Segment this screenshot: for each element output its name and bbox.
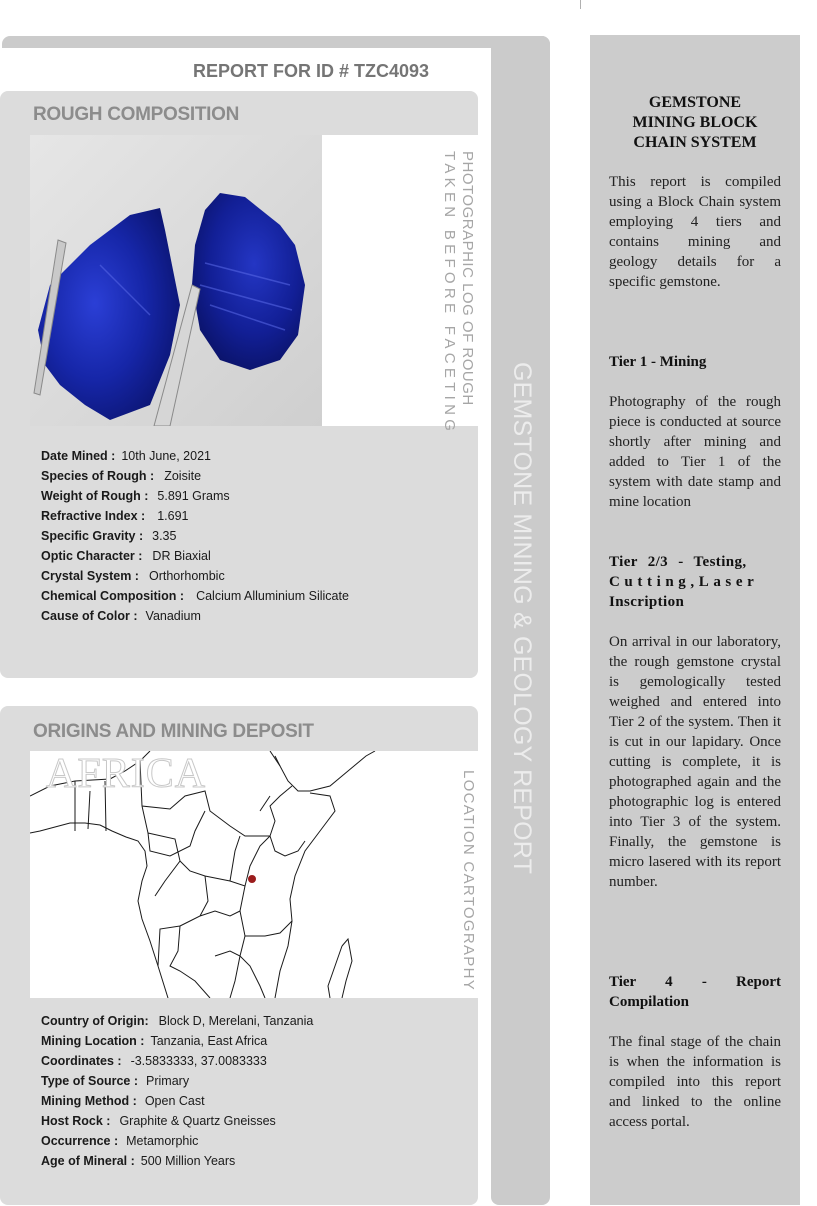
field-label: Species of Rough : — [41, 469, 155, 483]
sidebar-title-line: CHAIN SYSTEM — [633, 134, 757, 151]
field-label: Country of Origin: — [41, 1014, 149, 1028]
field-mining-method — [41, 1091, 313, 1111]
tier1-body: Photography of the rough piece is conducted at source shortly after mining and added to Tier 1 of the system with date stamp and mine location — [609, 394, 781, 510]
field-value: 1.691 — [157, 509, 189, 523]
origins-fields — [41, 1011, 313, 1171]
sidebar-title-line: MINING BLOCK — [632, 114, 758, 131]
tier4-heading: Tier 4 - Report Compilation — [609, 974, 781, 1010]
field-label: Mining Method : — [41, 1094, 137, 1108]
map-coastline-west — [30, 823, 168, 998]
field-value: 5.891 Grams — [157, 489, 230, 503]
report-frame-top — [2, 36, 550, 48]
field-weight — [41, 486, 349, 506]
field-species — [41, 466, 349, 486]
tier23-heading-line: Inscription — [609, 594, 685, 610]
rough-composition-panel — [0, 91, 478, 678]
field-value: 500 Million Years — [140, 1154, 236, 1168]
field-value: Block D, Merelani, Tanzania — [158, 1014, 314, 1028]
field-value: -3.5833333, 37.0083333 — [130, 1054, 267, 1068]
location-map — [30, 751, 478, 998]
field-mining-location — [41, 1031, 313, 1051]
field-value: DR Biaxial — [152, 549, 211, 563]
origins-title: ORIGINS AND MINING DEPOSIT — [33, 721, 314, 742]
sidebar-title-line: GEMSTONE — [648, 94, 742, 111]
rough-composition-fields — [41, 446, 349, 626]
field-crystal-system — [41, 566, 349, 586]
field-country-of-origin — [41, 1011, 313, 1031]
map-coastline-east — [270, 751, 375, 998]
field-value: Orthorhombic — [148, 569, 225, 583]
field-label: Optic Character : — [41, 549, 143, 563]
field-optic-character — [41, 546, 349, 566]
rough-photo-area — [30, 135, 478, 426]
field-value: Primary — [146, 1074, 190, 1088]
map-madagascar — [328, 939, 352, 998]
map-region-label: AFRICA — [46, 751, 207, 797]
tier1-heading: Tier 1 - Mining — [609, 354, 707, 370]
map-caption: LOCATION CARTOGRAPHY — [460, 770, 477, 992]
field-label: Age of Mineral : — [41, 1154, 135, 1168]
field-label: Crystal System : — [41, 569, 139, 583]
field-value: 10th June, 2021 — [121, 449, 211, 463]
field-value: Graphite & Quartz Gneisses — [119, 1114, 276, 1128]
crystal-right — [192, 193, 305, 370]
field-value: Open Cast — [144, 1094, 205, 1108]
field-cause-of-color — [41, 606, 349, 626]
field-specific-gravity — [41, 526, 349, 546]
field-value: Tanzania, East Africa — [150, 1034, 268, 1048]
field-coordinates — [41, 1051, 313, 1071]
field-chemical-composition — [41, 586, 349, 606]
sidebar-intro: This report is compiled using a Block Chain system employing 4 tiers and contains mining and geology details for a specific gemstone. — [609, 174, 781, 290]
field-date-mined — [41, 446, 349, 466]
field-value: 3.35 — [152, 529, 177, 543]
field-label: Occurrence : — [41, 1134, 119, 1148]
field-label: Coordinates : — [41, 1054, 122, 1068]
blockchain-info-sidebar — [590, 35, 800, 1205]
field-label: Host Rock : — [41, 1114, 111, 1128]
photo-caption — [440, 151, 476, 435]
field-value: Calcium Alluminium Silicate — [196, 589, 349, 603]
field-occurrence — [41, 1131, 313, 1151]
field-label: Date Mined : — [41, 449, 116, 463]
field-label: Type of Source : — [41, 1074, 139, 1088]
mine-location-marker — [248, 875, 256, 883]
field-label: Chemical Composition : — [41, 589, 185, 603]
field-type-of-source — [41, 1071, 313, 1091]
rough-gemstone-photo — [30, 135, 322, 426]
tier4-body: The final stage of the chain is when the information is compiled into this report and linked to the online access portal. — [609, 1034, 781, 1130]
crystal-left — [38, 208, 180, 420]
tier23-heading — [609, 552, 781, 612]
origins-panel — [0, 706, 478, 1205]
field-value: Vanadium — [145, 609, 201, 623]
field-host-rock — [41, 1111, 313, 1131]
field-refractive-index — [41, 506, 349, 526]
photo-caption-line1: PHOTOGRAPHIC LOG OF ROUGH — [459, 151, 476, 406]
field-label: Cause of Color : — [41, 609, 138, 623]
photo-caption-line2: TAKEN BEFORE FACETING — [441, 151, 458, 436]
top-divider-tick — [580, 0, 581, 9]
field-value: Metamorphic — [126, 1134, 199, 1148]
field-age-of-mineral — [41, 1151, 313, 1171]
tier23-heading-line: Tier 2/3 - Testing, — [609, 554, 747, 570]
rough-gemstone-illustration — [30, 135, 322, 426]
field-value: Zoisite — [164, 469, 202, 483]
field-label: Weight of Rough : — [41, 489, 149, 503]
sidebar-title — [590, 93, 800, 153]
field-label: Specific Gravity : — [41, 529, 144, 543]
tier23-body: On arrival in our laboratory, the rough gemstone crystal is gemologically tested weighed and entered into Tier 2 of the system. Then it is cut in our lapidary. Once cutting is complete, it is photographed again and the photographic log is entered into Tier 3 of the system. Finally, the gemstone is micro lasered with its report number. — [609, 634, 781, 890]
field-label: Mining Location : — [41, 1034, 145, 1048]
field-label: Refractive Index : — [41, 509, 146, 523]
report-id-heading: REPORT FOR ID # TZC4093 — [193, 61, 430, 81]
tier23-heading-line: Cutting,Laser — [609, 574, 759, 590]
rough-composition-title: ROUGH COMPOSITION — [33, 104, 240, 125]
spine-title: GEMSTONE MINING & GEOLOGY REPORT — [508, 362, 536, 875]
